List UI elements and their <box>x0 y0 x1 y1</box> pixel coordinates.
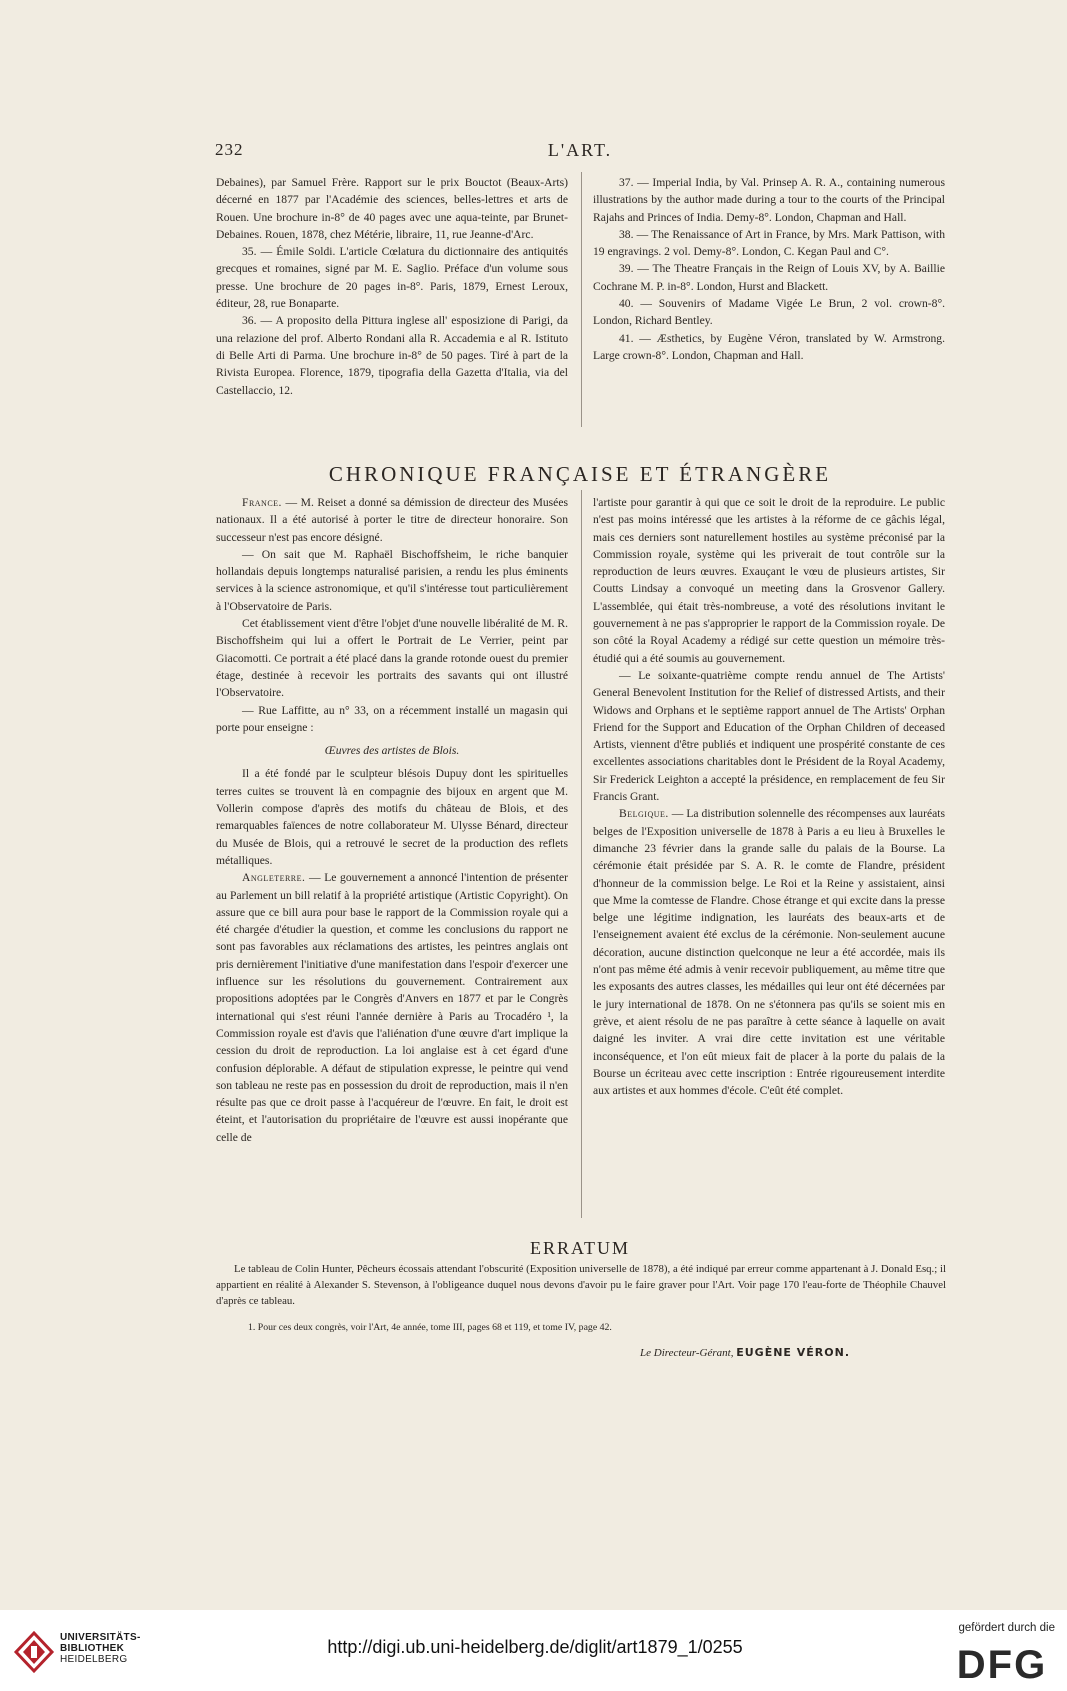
paragraph: — On sait que M. Raphaël Bischoffsheim, le riche banquier hollandais depuis longtemps naturalisé parisien, a rendu les plus éminents services à la science astronomique, et qu'il s'intéresse tout particulièrement à l'Observatoire de Paris. <box>216 547 568 613</box>
page-number: 232 <box>215 140 244 159</box>
column-divider-top <box>581 172 582 427</box>
paragraph-belgique: Belgique. — La distribution solennelle des récompenses aux lauréats belges de l'Exposition universelle de 1878 à Paris a eu lieu à Bruxelles le dimanche 23 février dans la grande salle du palais de la Bourse. La cérémonie était présidée par S. A. R. le comte de Flandre, président d'honneur de la commission belge. Le Roi et la Reine y assistaient, ainsi que Mme la comtesse de Flandre. Chose étrange et qui excite dans la presse belge une légitime indignation, les lauréats des beaux-arts et de l'enseignement avaient été exclus de la cérémonie. Non-seulement aucune décoration, aucune distinction quelconque ne leur a été accordée, mais ils n'ont pas même été admis à venir recevoir publiquement, au même titre que les exposants des autres classes, les médailles qui leur ont été décernées par le jury international de 1878. On ne s'étonnera pas qu'ils se soient mis en grève, et aient résolu de ne pas paraître à cette séance à laquelle on avait daigné les inviter. A vrai dire cette invitation est une véritable inconséquence, et l'on eût mieux fait de placer à la porte du palais de la Bourse un écriteau avec cette inscription : Entrée rigoureusement interdite aux artistes et aux hommes d'école. C'eût été complet. <box>593 807 945 1098</box>
dfg-funding-label: gefördert durch die <box>958 1622 1055 1634</box>
page-header <box>215 140 945 166</box>
column-divider-chronique <box>581 490 582 1218</box>
erratum-text: Le tableau de Colin Hunter, Pêcheurs écossais attendant l'obscurité (Exposition universelle de 1878), a été indiqué par erreur comme appartenant à J. Donald Esq.; il appartient en réalité à Alexander S. Stevenson, à l'obligeance duquel nous devons d'avoir pu le faire graver pour l'Art. Voir page 170 l'eau-forte de Théophile Chauvel d'après ce tableau. <box>216 1263 946 1307</box>
bibliography-left-column <box>216 174 568 399</box>
bibliography-entry: 36. — A proposito della Pittura inglese all' esposizione di Parigi, da una relazione del prof. Alberto Rondani alla R. Accademia e al R. Istituto di Belle Arti di Parma. Une brochure in-8° de 50 pages. Tiré à part de la Rivista Europea. Florence, 1879, tipografia della Gazetta d'Italia, via del Castellaccio, 12. <box>216 314 568 397</box>
dfg-logo-icon <box>948 1640 1056 1684</box>
signature <box>640 1346 946 1359</box>
bibliography-right-column <box>593 174 945 364</box>
footnote: 1. Pour ces deux congrès, voir l'Art, 4e année, tome III, pages 68 et 119, et tome IV, page 42. <box>248 1322 612 1333</box>
chronique-right-column <box>593 494 945 1099</box>
section-title: CHRONIQUE FRANÇAISE ET ÉTRANGÈRE <box>328 462 832 486</box>
bibliography-entry: 39. — The Theatre Français in the Reign of Louis XV, by A. Baillie Cochrane M. P. in-8°. London, Hurst and Blackett. <box>593 262 945 293</box>
country-label: Angleterre. <box>242 871 306 885</box>
signature-name: EUGÈNE VÉRON. <box>736 1346 850 1359</box>
bibliography-entry: 40. — Souvenirs of Madame Vigée Le Brun, 2 vol. crown-8°. London, Richard Bentley. <box>593 297 945 328</box>
paragraph: — Rue Laffitte, au n° 33, on a récemment installé un magasin qui porte pour enseigne : <box>216 703 568 734</box>
running-title: L'ART. <box>547 140 613 160</box>
bibliography-entry: 38. — The Renaissance of Art in France, by Mrs. Mark Pattison, with 19 engravings. 2 vol. Demy-8°. London, C. Kegan Paul and C°. <box>593 227 945 259</box>
chronique-left-column <box>216 494 568 1146</box>
paragraph: l'artiste pour garantir à qui que ce soit le droit de la reproduire. Le public n'est pas moins intéressé que les artistes à la réforme de ce gâchis légal, mais ces derniers sont naturellement hostiles au système préconisé par la Commission royale, système qui les priverait de tout contrôle sur la reproduction de leurs œuvres. Exauçant le vœu de plusieurs artistes, Sir Coutts Lindsay a convoqué un meeting dans la Grosvenor Gallery. L'assemblée, qui était très-nombreuse, a voté des résolutions invitant le gouvernement à ne pas s'approprier le rapport de la Commission royale. De son côté la Royal Academy a rédigé sur cette question un mémoire très-étudié qui a été soumis au gouvernement. <box>593 496 945 665</box>
university-library-logo-icon <box>12 1630 56 1674</box>
bibliography-entry: 41. — Æsthetics, by Eugène Véron, translated by W. Armstrong. Large crown-8°. London, Chapman and Hall. <box>593 331 945 362</box>
shop-sign: Œuvres des artistes de Blois. <box>324 744 460 758</box>
paragraph: Il a été fondé par le sculpteur blésois Dupuy dont les spirituelles terres cuites se trouvent là en compagnie des bijoux en argent que M. Vollerin compose d'après des motifs du château de Blois, et des remarquables faïences de notre collaborateur M. Ulysse Bénard, directeur du Musée de Blois, qui a retrouvé le secret de la production des reflets métalliques. <box>216 767 568 867</box>
bibliography-entry: 37. — Imperial India, by Val. Prinsep A. R. A., containing numerous illustrations by the author made during a tour to the courts of the Principal Rajahs and Princes of India. Demy-8°. London, Chapman and Hall. <box>593 176 945 224</box>
country-label: Belgique. <box>619 807 669 821</box>
country-label: France. <box>242 496 282 509</box>
university-library-name: UNIVERSITÄTS- BIBLIOTHEK HEIDELBERG <box>60 1632 141 1665</box>
svg-text:DFG: DFG <box>956 1643 1048 1684</box>
paragraph-angleterre: Angleterre. — Le gouvernement a annoncé l'intention de présenter au Parlement un bill relatif à la propriété artistique (Artistic Copyright). On assure que ce bill aura pour base le rapport de la Commission royale qui a été chargée d'étudier la question, et comme les conclusions du rapport ne sont pas favorables aux réclamations des artistes, les peintres anglais ont pris dernièrement l'initiative d'une manifestation dans l'espoir d'exercer une influence sur les résolutions du gouvernement. Contrairement aux propositions adoptées par le Congrès d'Anvers en 1877 et par le Congrès international qui s'est réuni l'année dernière à Paris au Trocadéro ¹, la Commission royale est d'avis que l'aliénation d'une œuvre d'art implique la cession du droit de reproduction. La loi anglaise est à cet égard d'une confusion déplorable. A défaut de stipulation expresse, le peintre qui vend son tableau ne reste pas en possession du droit de reproduction, mais il n'en résulte pas que ce droit passe à l'acquéreur de l'œuvre. En fait, le droit est éteint, et l'autorisation du propriétaire de l'œuvre est aussi inopérante que celle de <box>216 871 568 1144</box>
paragraph: — Le soixante-quatrième compte rendu annuel de The Artists' General Benevolent Institution for the Relief of distressed Artists, and their Widows and Orphans et le septième rapport annuel de The Artists' Orphan Friend for the Support and Education of the Orphan Children of deceased Artists, viennent d'être publiés et indiquent une prospérité constante de ces excellentes associations charitables dont le Président de la Royal Academy, Sir Frederick Leighton a accepté la présidence, en remplacement de feu Sir Francis Grant. <box>593 668 945 804</box>
paragraph-france: France. — M. Reiset a donné sa démission de directeur des Musées nationaux. Il a été autorisé à porter le titre de directeur honoraire. Son successeur n'est pas encore désigné. <box>216 496 568 544</box>
permalink-url[interactable]: http://digi.ub.uni-heidelberg.de/diglit/art1879_1/0255 <box>327 1637 743 1657</box>
bibliography-entry: 35. — Émile Soldi. L'article Cœlatura du dictionnaire des antiquités grecques et romaines, signé par M. E. Saglio. Préface d'un volume sous presse. Une brochure de 20 pages in-8°. Paris, 1879, Ernest Leroux, éditeur, 28, rue Bonaparte. <box>216 245 568 311</box>
erratum-title: ERRATUM <box>529 1238 630 1258</box>
bibliography-entry: Debaines), par Samuel Frère. Rapport sur le prix Bouctot (Beaux-Arts) décerné en 1877 par l'Académie des sciences, belles-lettres et arts de Rouen. Une brochure in-8° de 40 pages avec une aqua-teinte, par Brunet-Debaines. Rouen, 1878, chez Métérie, libraire, 11, rue Jeanne-d'Arc. <box>216 176 568 241</box>
paragraph: Cet établissement vient d'être l'objet d'une nouvelle libéralité de M. R. Bischoffsheim qui lui a offert le Portrait de Le Verrier, peint par Giacomotti. Ce portrait a été placé dans la grande rotonde ouest du premier étage, destinée à recevoir les portraits des savants qui ont illustré l'Observatoire. <box>216 617 568 700</box>
signature-role: Le Directeur-Gérant, <box>640 1347 734 1359</box>
